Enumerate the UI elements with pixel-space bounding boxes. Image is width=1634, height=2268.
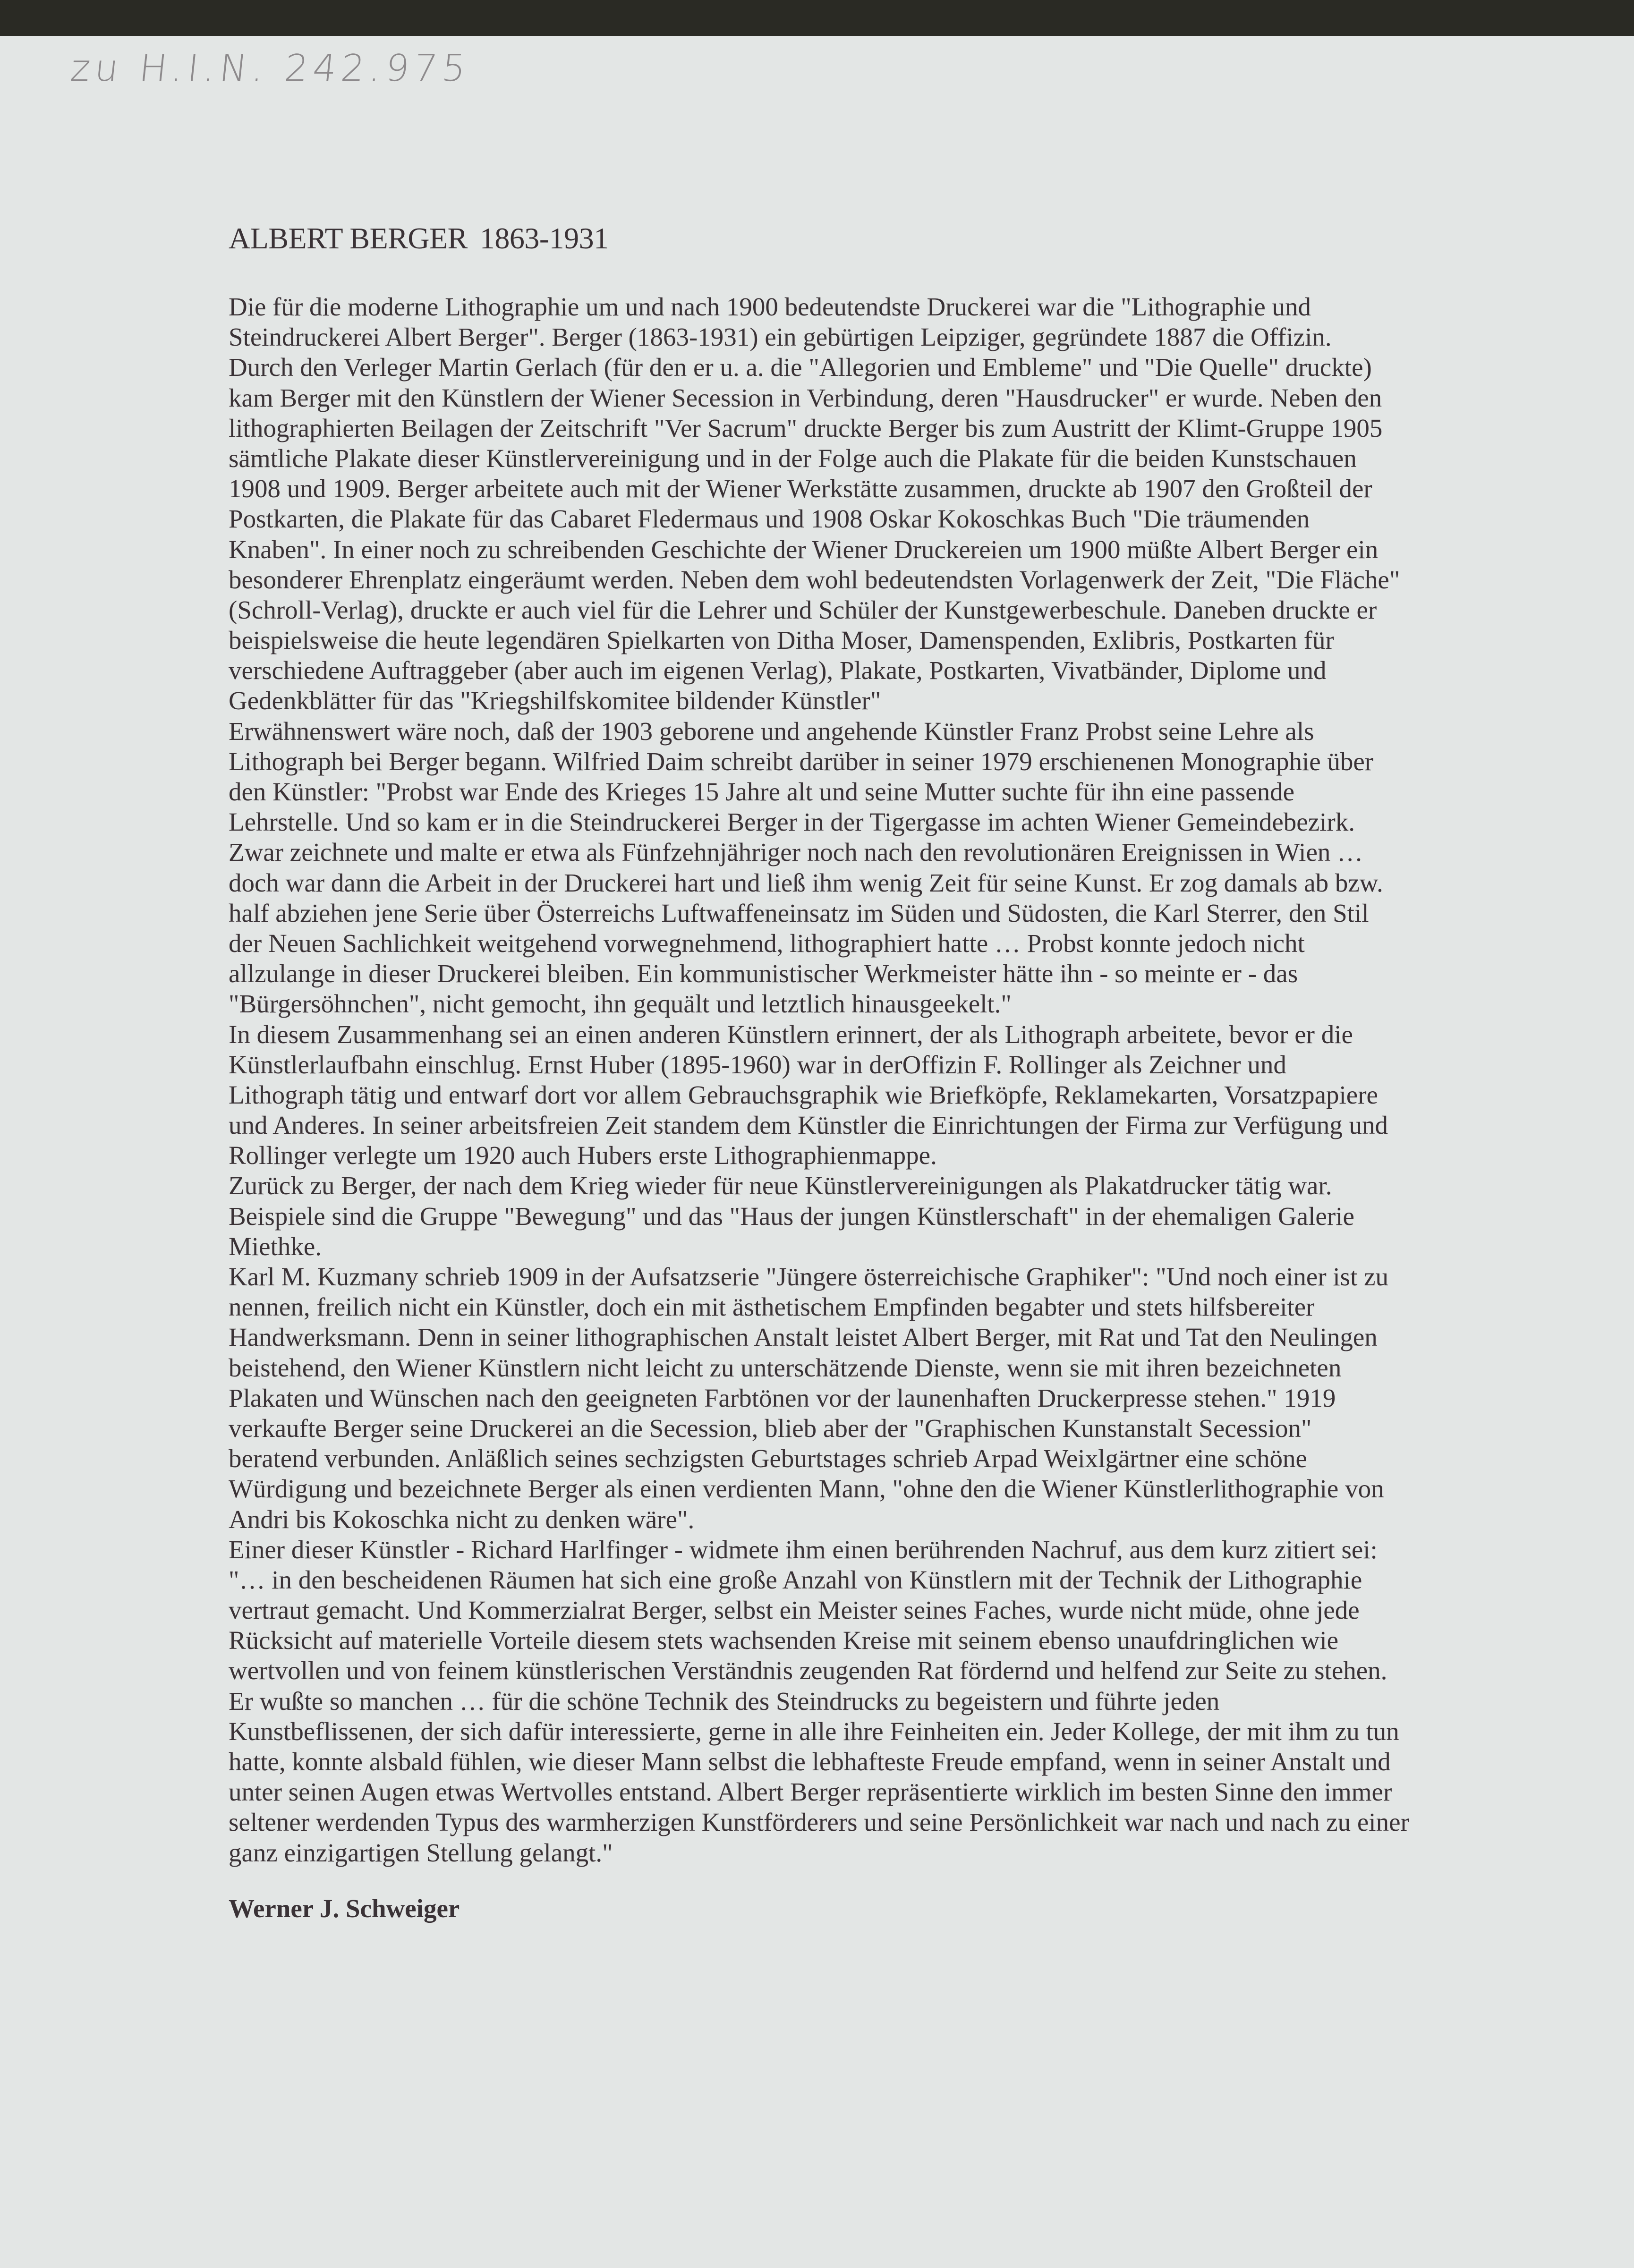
body-text-line: Miethke. bbox=[229, 1232, 322, 1261]
body-text-line: Karl M. Kuzmany schrieb 1909 in der Aufsatzserie "Jüngere österreichische Graphiker": "Und noch einer ist zu bbox=[229, 1262, 1389, 1291]
body-text-line: Künstlerlaufbahn einschlug. Ernst Huber (1895-1960) war in derOffizin F. Rollinger als Zeichner und bbox=[229, 1050, 1286, 1079]
body-text-line: Knaben". In einer noch zu schreibenden Geschichte der Wiener Druckereien um 1900 müßte Albert Berger ein bbox=[229, 535, 1379, 564]
body-text-line: der Neuen Sachlichkeit weitgehend vorwegnehmend, lithographiert hatte … Probst konnte jedoch nicht bbox=[229, 928, 1305, 958]
body-text-line: Würdigung und bezeichnete Berger als einen verdienten Mann, "ohne den die Wiener Künstlerlithographie von bbox=[229, 1474, 1384, 1504]
body-text-line: Zwar zeichnete und malte er etwa als Fünfzehnjähriger noch nach den revolutionären Ereignissen in Wien … bbox=[229, 838, 1363, 867]
author-signature: Werner J. Schweiger bbox=[229, 1894, 460, 1923]
body-text-line: Lehrstelle. Und so kam er in die Steindruckerei Berger in der Tigergasse im achten Wiener Gemeindebezirk. bbox=[229, 807, 1355, 837]
body-text-line: Gedenkblätter für das "Kriegshilfskomitee bildender Künstler" bbox=[229, 686, 881, 715]
body-text-line: doch war dann die Arbeit in der Druckerei hart und ließ ihm wenig Zeit für seine Kunst. Er zog damals ab bzw. bbox=[229, 868, 1383, 897]
title-years: 1863-1931 bbox=[479, 221, 609, 255]
body-text-line: verschiedene Auftraggeber (aber auch im eigenen Verlag), Plakate, Postkarten, Vivatbänder, Diplome und bbox=[229, 656, 1327, 685]
body-text-line: Andri bis Kokoschka nicht zu denken wäre". bbox=[229, 1504, 695, 1534]
body-text-line: Die für die moderne Lithographie um und nach 1900 bedeutendste Druckerei war die "Lithographie und bbox=[229, 292, 1311, 321]
body-text-line: beispielsweise die heute legendären Spielkarten von Ditha Moser, Damenspenden, Exlibris, Postkarten für bbox=[229, 626, 1334, 655]
body-text-line: Zurück zu Berger, der nach dem Krieg wieder für neue Künstlervereinigungen als Plakatdrucker tätig war. bbox=[229, 1171, 1332, 1200]
body-text-line: unter seinen Augen etwas Wertvolles entstand. Albert Berger repräsentierte wirklich im besten Sinne den immer bbox=[229, 1777, 1392, 1807]
scan-background-edge bbox=[0, 0, 1634, 36]
body-text-line: den Künstler: "Probst war Ende des Krieges 15 Jahre alt und seine Mutter suchte für ihn eine passende bbox=[229, 777, 1294, 806]
document-title bbox=[229, 221, 609, 256]
body-text-line: In diesem Zusammenhang sei an einen anderen Künstlern erinnert, der als Lithograph arbeitete, bevor er die bbox=[229, 1019, 1353, 1049]
body-text-line: Rücksicht auf materielle Vorteile diesem stets wachsenden Kreise mit seinem ebenso unaufdringlichen wie bbox=[229, 1626, 1339, 1655]
body-text-line: ganz einzigartigen Stellung gelangt." bbox=[229, 1838, 613, 1867]
body-text-line: nennen, freilich nicht ein Künstler, doch ein mit ästhetischem Empfinden begabter und stets hilfsbereiter bbox=[229, 1292, 1315, 1322]
body-text-line: wertvollen und von feinem künstlerischen Verständnis zeugenden Rat fördernd und helfend zur Seite zu stehen. bbox=[229, 1656, 1387, 1685]
body-text-line: Durch den Verleger Martin Gerlach (für den er u. a. die "Allegorien und Embleme" und "Die Quelle" druckte) bbox=[229, 353, 1372, 382]
body-text-line: beistehend, den Wiener Künstlern nicht leicht zu unterschätzende Dienste, wenn sie mit ihren bezeichneten bbox=[229, 1353, 1342, 1382]
body-text-line: 1908 und 1909. Berger arbeitete auch mit der Wiener Werkstätte zusammen, druckte ab 1907 den Großteil der bbox=[229, 474, 1372, 503]
body-text-line: Plakaten und Wünschen nach den geeigneten Farbtönen vor der launenhaften Druckerpresse stehen." 1919 bbox=[229, 1383, 1336, 1412]
handwritten-inventory-note: zu H.I.N. 242.975 bbox=[68, 47, 473, 90]
body-text-line: kam Berger mit den Künstlern der Wiener Secession in Verbindung, deren "Hausdrucker" er wurde. Neben den bbox=[229, 383, 1382, 412]
body-text-line: beratend verbunden. Anläßlich seines sechzigsten Geburtstages schrieb Arpad Weixlgärtner eine schöne bbox=[229, 1444, 1307, 1473]
document-body bbox=[229, 292, 1409, 1868]
body-text-line: Lithograph bei Berger begann. Wilfried Daim schreibt darüber in seiner 1979 erschienenen Monographie über bbox=[229, 747, 1374, 776]
body-text-line: Beispiele sind die Gruppe "Bewegung" und das "Haus der jungen Künstlerschaft" in der ehemaligen Galerie bbox=[229, 1201, 1354, 1231]
body-text-line: half abziehen jene Serie über Österreichs Luftwaffeneinsatz im Süden und Südosten, die Karl Sterrer, den Stil bbox=[229, 898, 1369, 927]
body-text-line: und Anderes. In seiner arbeitsfreien Zeit standem dem Künstler die Einrichtungen der Firma zur Verfügung und bbox=[229, 1111, 1388, 1140]
body-text-line: besonderer Ehrenplatz eingeräumt werden. Neben dem wohl bedeutendsten Vorlagenwerk der Zeit, "Die Fläche" bbox=[229, 565, 1400, 594]
body-text-line: vertraut gemacht. Und Kommerzialrat Berger, selbst ein Meister seines Faches, wurde nicht müde, ohne jede bbox=[229, 1596, 1360, 1625]
body-text-line: Kunstbeflissenen, der sich dafür interessierte, gerne in alle ihre Feinheiten ein. Jeder Kollege, der mit ihm zu tun bbox=[229, 1716, 1399, 1746]
body-text-line: Postkarten, die Plakate für das Cabaret Fledermaus und 1908 Oskar Kokoschkas Buch "Die träumenden bbox=[229, 504, 1310, 534]
body-text-line: Erwähnenswert wäre noch, daß der 1903 geborene und angehende Künstler Franz Probst seine Lehre als bbox=[229, 716, 1314, 746]
body-text-line: (Schroll-Verlag), druckte er auch viel für die Lehrer und Schüler der Kunstgewerbeschule. Daneben druckte er bbox=[229, 595, 1377, 624]
body-text-line: sämtliche Plakate dieser Künstlervereinigung und in der Folge auch die Plakate für die beiden Kunstschauen bbox=[229, 443, 1357, 473]
body-text-line: hatte, konnte alsbald fühlen, wie dieser Mann selbst die lebhafteste Freude empfand, wenn in seiner Anstalt und bbox=[229, 1747, 1391, 1776]
body-text-line: Steindruckerei Albert Berger". Berger (1863-1931) ein gebürtigen Leipziger, gegründete 1887 die Offizin. bbox=[229, 323, 1332, 352]
body-text-line: "… in den bescheidenen Räumen hat sich eine große Anzahl von Künstlern mit der Technik der Lithographie bbox=[229, 1565, 1362, 1594]
body-text-line: allzulange in dieser Druckerei bleiben. Ein kommunistischer Werkmeister hätte ihn - so meinte er - das bbox=[229, 959, 1298, 988]
body-text-line: lithographierten Beilagen der Zeitschrift "Ver Sacrum" druckte Berger bis zum Austritt der Klimt-Gruppe 1905 bbox=[229, 413, 1383, 442]
body-text-line: "Bürgersöhnchen", nicht gemocht, ihn gequält und letztlich hinausgeekelt." bbox=[229, 989, 1012, 1019]
title-name: ALBERT BERGER bbox=[229, 221, 468, 255]
body-text-line: Einer dieser Künstler - Richard Harlfinger - widmete ihm einen berührenden Nachruf, aus dem kurz zitiert sei: bbox=[229, 1535, 1378, 1564]
body-text-line: Handwerksmann. Denn in seiner lithographischen Anstalt leistet Albert Berger, mit Rat und Tat den Neulingen bbox=[229, 1323, 1378, 1352]
body-text-line: seltener werdenden Typus des warmherzigen Kunstförderers und seine Persönlichkeit war nach und nach zu einer bbox=[229, 1808, 1409, 1837]
body-text-line: Er wußte so manchen … für die schöne Technik des Steindrucks zu begeistern und führte jeden bbox=[229, 1686, 1220, 1716]
body-text-line: Rollinger verlegte um 1920 auch Hubers erste Lithographienmappe. bbox=[229, 1141, 937, 1170]
body-text-line: Lithograph tätig und entwarf dort vor allem Gebrauchsgraphik wie Briefköpfe, Reklamekarten, Vorsatzpapiere bbox=[229, 1080, 1378, 1109]
body-text-line: verkaufte Berger seine Druckerei an die Secession, blieb aber der "Graphischen Kunstanstalt Secession" bbox=[229, 1413, 1312, 1443]
